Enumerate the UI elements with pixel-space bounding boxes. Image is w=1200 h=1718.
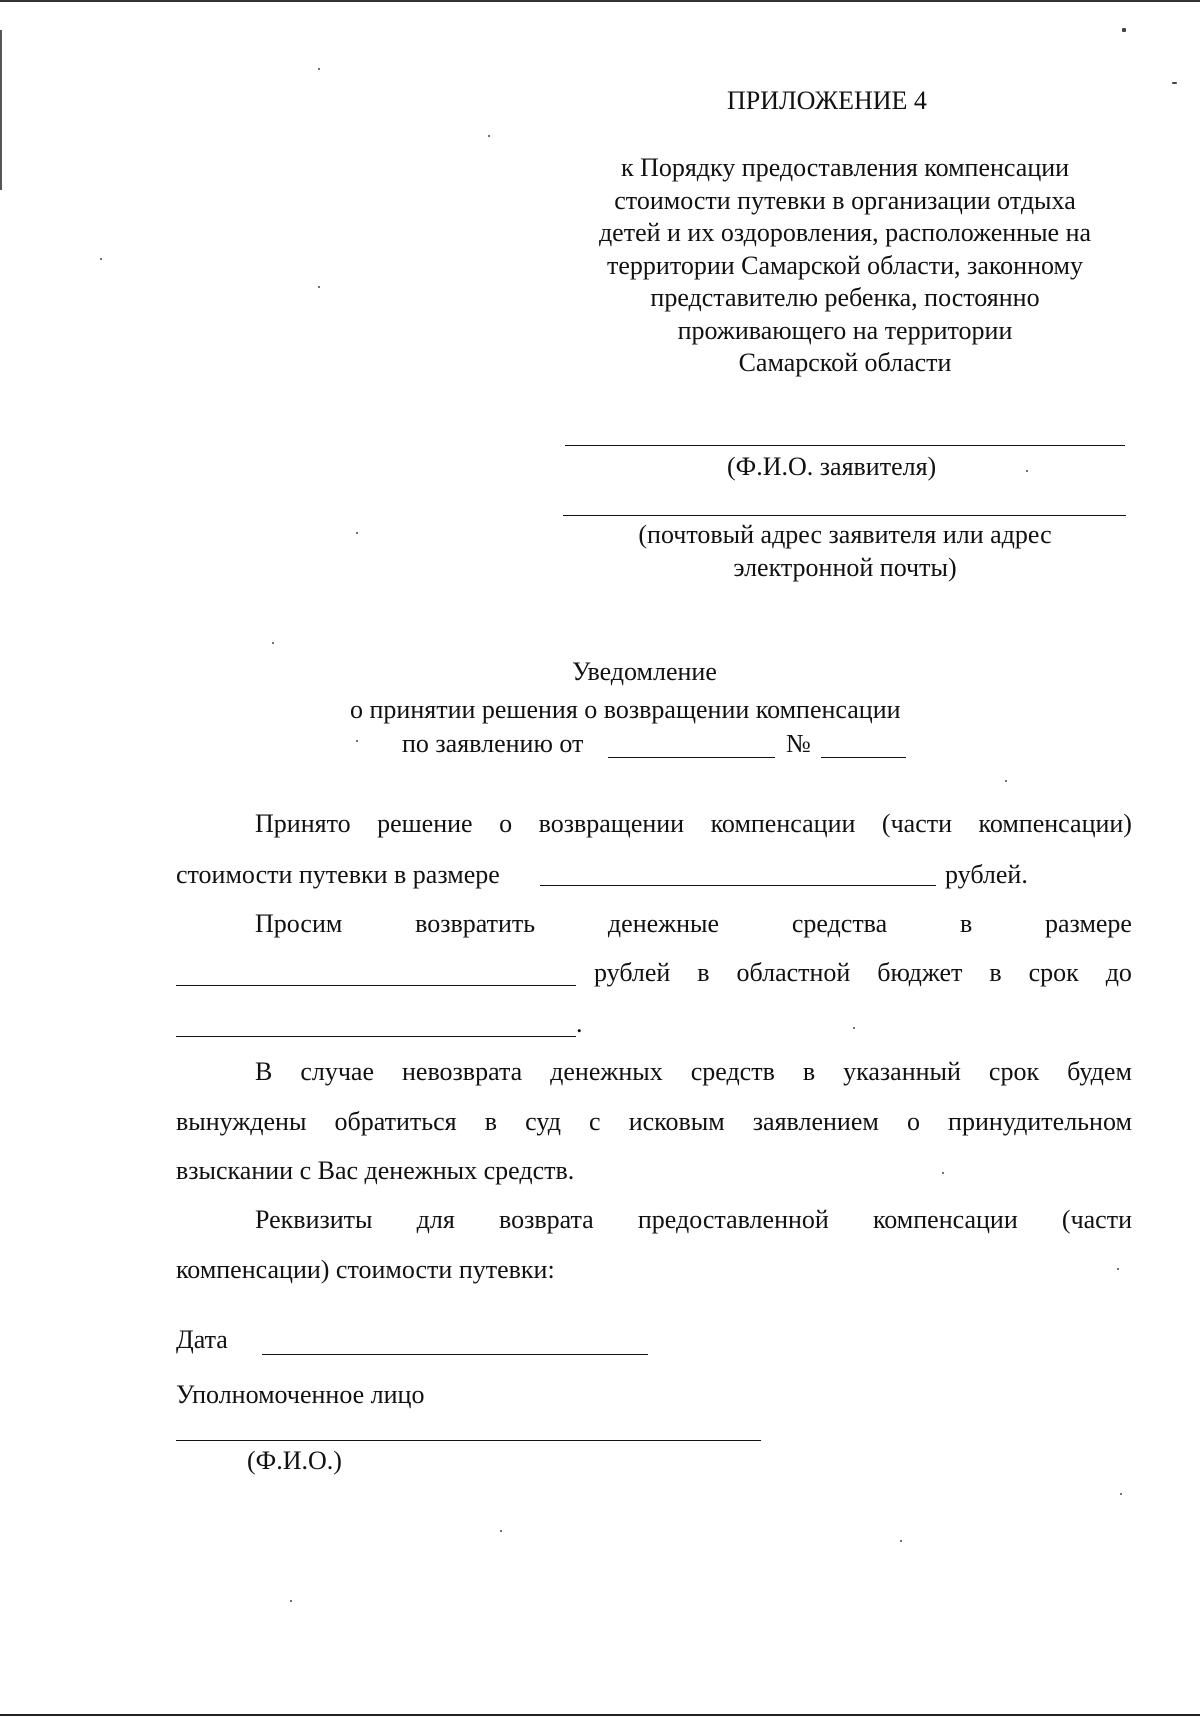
appendix-subtitle-line: к Порядку предоставления компенсации <box>620 153 1070 182</box>
word: в <box>989 958 1002 987</box>
word: обратиться <box>334 1107 457 1136</box>
word: до <box>1105 958 1132 987</box>
word: денежные <box>607 909 720 938</box>
scan-speck <box>853 1027 855 1029</box>
word: будем <box>1067 1057 1132 1086</box>
application-date-field <box>608 757 775 758</box>
word: компенсации <box>710 809 856 838</box>
applicant-address-line <box>563 515 1126 516</box>
application-number-field <box>821 757 906 758</box>
scan-speck <box>1026 470 1028 472</box>
paragraph-4-line-2: компенсации) стоимости путевки: <box>176 1255 555 1284</box>
appendix-subtitle-line: представителю ребенка, постоянно <box>650 283 1040 312</box>
word: решение <box>377 809 473 838</box>
scan-speck <box>500 1530 502 1532</box>
word: срок <box>1028 958 1079 987</box>
scan-speck <box>290 1600 292 1602</box>
word: о <box>906 1107 920 1136</box>
scan-speck <box>900 1540 902 1542</box>
paragraph-2-line-2 <box>594 957 1132 989</box>
word: В <box>255 1057 273 1086</box>
scan-edge-left <box>0 30 2 190</box>
scan-speck <box>1172 82 1177 84</box>
word: размере <box>1045 909 1132 938</box>
notice-application-label: по заявлению от <box>402 729 584 758</box>
word: в <box>802 1057 816 1086</box>
word: исковым <box>628 1107 725 1136</box>
scan-speck <box>1117 1268 1119 1270</box>
scan-speck <box>318 286 320 288</box>
word: указанный <box>843 1057 961 1086</box>
refund-deadline-field <box>176 1036 576 1037</box>
date-field <box>262 1354 648 1355</box>
compensation-amount-field <box>540 885 936 886</box>
scan-speck <box>356 532 358 534</box>
paragraph-3-line-1 <box>255 1056 1132 1088</box>
address-caption-line: электронной почты) <box>733 552 957 582</box>
appendix-subtitle-line: проживающего на территории <box>677 315 1013 345</box>
scan-edge-top <box>0 0 1200 2</box>
word: суд <box>525 1107 561 1136</box>
word: в <box>697 958 710 987</box>
word: Реквизиты <box>255 1205 373 1234</box>
word: Принято <box>255 809 351 838</box>
authorized-fio-caption: (Ф.И.О.) <box>247 1446 342 1475</box>
word: средств <box>690 1057 775 1086</box>
word: срок <box>988 1057 1040 1086</box>
paragraph-2-line-3-end: . <box>576 1009 583 1038</box>
word: вынуждены <box>176 1107 307 1136</box>
scan-speck <box>100 258 102 260</box>
paragraph-4-line-1 <box>255 1204 1132 1236</box>
scan-speck <box>1120 1493 1122 1495</box>
paragraph-3-line-3: взыскании с Вас денежных средств. <box>176 1156 575 1185</box>
word: в <box>484 1107 498 1136</box>
paragraph-3-line-2 <box>176 1106 1132 1138</box>
word: возврата <box>498 1205 594 1234</box>
appendix-subtitle-line: Самарской области <box>738 348 952 377</box>
authorized-person-label: Уполномоченное лицо <box>176 1380 425 1409</box>
word: возвращении <box>538 809 685 838</box>
word: Просим <box>255 909 343 938</box>
scan-speck <box>1005 780 1007 782</box>
number-sign: № <box>786 729 811 758</box>
word: областной <box>736 958 851 987</box>
word: рублей <box>594 958 671 987</box>
date-label: Дата <box>176 1325 228 1354</box>
notice-subtitle: о принятии решения о возвращении компенсации <box>350 695 901 724</box>
paragraph-1-line-2-prefix: стоимости путевки в размере <box>176 860 500 889</box>
appendix-subtitle-line: детей и их оздоровления, расположенные на <box>598 218 1092 247</box>
word: компенсации) <box>978 809 1132 838</box>
paragraph-1-line-2-suffix: рублей. <box>945 860 1028 889</box>
scan-speck <box>318 68 320 70</box>
word: для <box>416 1205 455 1234</box>
word: принудительном <box>948 1107 1132 1136</box>
word: с <box>589 1107 601 1136</box>
word: (части <box>1061 1205 1132 1234</box>
word: денежных <box>550 1057 663 1086</box>
appendix-title: ПРИЛОЖЕНИЕ 4 <box>727 86 927 115</box>
word: (части <box>881 809 953 838</box>
word: средства <box>791 909 888 938</box>
applicant-fio-line <box>565 445 1125 446</box>
appendix-subtitle <box>560 152 1130 380</box>
word: о <box>499 809 513 838</box>
word: компенсации <box>872 1205 1018 1234</box>
scan-speck <box>1122 28 1126 32</box>
notice-title: Уведомление <box>572 657 717 686</box>
word: заявлением <box>752 1107 879 1136</box>
authorized-signature-field <box>176 1440 761 1441</box>
word: предоставленной <box>637 1205 829 1234</box>
word: невозврата <box>401 1057 523 1086</box>
applicant-address-caption <box>595 519 1095 584</box>
scan-speck <box>942 1172 944 1174</box>
appendix-subtitle-line: стоимости путевки в организации отдыха <box>614 185 1076 215</box>
applicant-fio-caption: (Ф.И.О. заявителя) <box>727 452 937 481</box>
address-caption-line: (почтовый адрес заявителя или адрес <box>638 520 1052 549</box>
refund-amount-field <box>176 985 576 986</box>
paragraph-1-line-1 <box>255 808 1132 840</box>
word: случае <box>300 1057 374 1086</box>
paragraph-2-line-1 <box>255 908 1132 940</box>
scan-speck <box>272 642 274 644</box>
scan-speck <box>356 740 358 742</box>
word: в <box>959 909 973 938</box>
appendix-subtitle-line: территории Самарской области, законному <box>607 250 1083 280</box>
word: возвратить <box>415 909 536 938</box>
scan-speck <box>488 135 490 137</box>
word: бюджет <box>877 958 963 987</box>
scan-edge-bottom <box>0 1714 1200 1716</box>
